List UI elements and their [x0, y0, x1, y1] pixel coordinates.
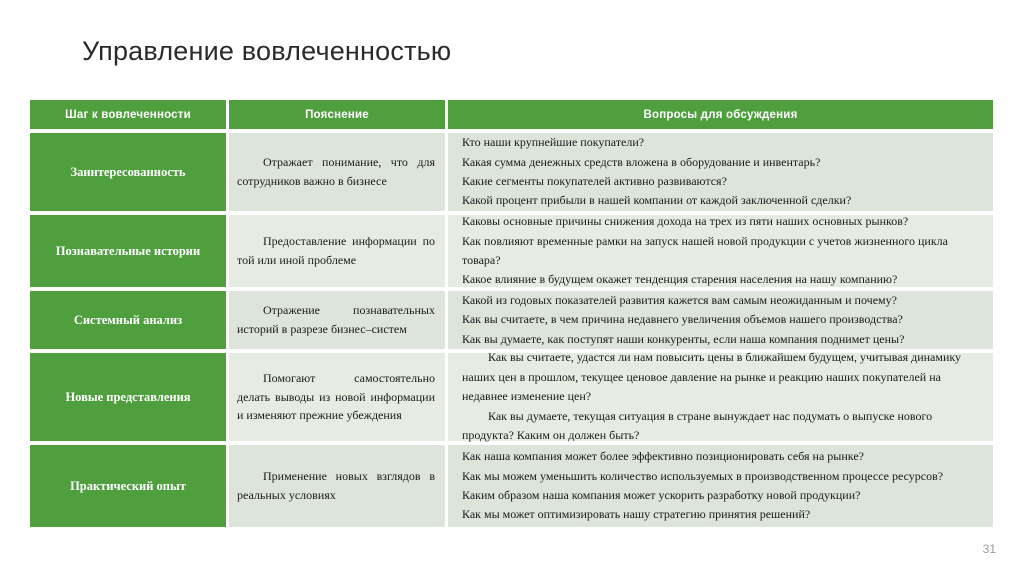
row-explanation-cell — [229, 133, 445, 211]
row-explanation-cell — [229, 291, 445, 349]
question-line: Как мы может оптимизировать нашу стратегию принятия решений? — [462, 507, 811, 522]
question-line: Какие сегменты покупателей активно развиваются? — [462, 174, 727, 188]
table-row — [30, 215, 993, 287]
row-questions-cell — [448, 445, 993, 527]
question-line: Какая сумма денежных средств вложена в оборудование и инвентарь? — [462, 154, 821, 169]
page-number: 31 — [982, 542, 996, 556]
table-body — [30, 133, 993, 527]
row-questions-list — [462, 133, 983, 211]
row-explanation-cell — [229, 215, 445, 287]
row-questions-cell — [448, 133, 993, 211]
question-line: Какое влияние в будущем окажет тенденция старения населения на нашу компанию? — [462, 272, 898, 287]
row-explanation-cell — [229, 445, 445, 527]
row-step-label: Практический опыт — [30, 445, 226, 527]
question-line: Как наша компания может более эффективно позиционировать себя на рынке? — [462, 449, 864, 464]
page-title: Управление вовлеченностью — [82, 36, 452, 66]
row-explanation-text: Отражение познавательных историй в разрезе бизнес–систем — [237, 303, 435, 336]
row-questions-cell — [448, 215, 993, 287]
table-row — [30, 350, 993, 443]
row-step-label: Новые представления — [30, 353, 226, 441]
question-line: Как повлияют временные рамки на запуск нашей новой продукции с учетов жизненного цикла товара? — [462, 233, 948, 267]
row-step-label: Познавательные истории — [30, 215, 226, 287]
question-line: Как вы думаете, текущая ситуация в стране вынуждает нас подумать о выпуске нового продукта? Каким он должен быть? — [462, 408, 933, 443]
column-header-questions: Вопросы для обсуждения — [448, 100, 993, 129]
row-questions-cell — [448, 291, 993, 349]
row-step-label: Системный анализ — [30, 291, 226, 349]
question-line: Как вы думаете, как поступят наши конкуренты, если наша компания поднимет цены? — [462, 331, 905, 346]
table-header-row — [30, 100, 993, 129]
question-line: Как мы можем уменьшить количество используемых в производственном процессе ресурсов? — [462, 468, 944, 483]
engagement-table — [30, 100, 993, 531]
table-row — [30, 133, 993, 211]
row-explanation-cell — [229, 353, 445, 441]
row-step-label: Заинтересованность — [30, 133, 226, 211]
row-questions-list — [462, 447, 983, 525]
question-line: Каким образом наша компания может ускорить разработку новой продукции? — [462, 488, 861, 502]
question-line: Каковы основные причины снижения дохода на трех из пяти наших основных рынков? — [462, 214, 909, 229]
row-explanation-text: Помогают самостоятельно делать выводы из новой информации и изменяют прежние убеждения — [237, 371, 435, 423]
row-explanation-text: Предоставление информации по той или иной проблеме — [237, 234, 435, 267]
row-questions-list — [462, 291, 983, 349]
column-header-step: Шаг к вовлеченности — [30, 100, 226, 129]
row-explanation-text: Отражает понимание, что для сотрудников важно в бизнесе — [237, 155, 435, 188]
question-line: Какой из годовых показателей развития кажется вам самым неожиданным и почему? — [462, 292, 897, 307]
column-header-explanation: Пояснение — [229, 100, 445, 129]
row-explanation-text: Применение новых взглядов в реальных условиях — [237, 469, 435, 502]
table-row — [30, 445, 993, 527]
table-row — [30, 291, 993, 349]
question-line: Как вы считаете, удастся ли нам повысить цены в ближайшем будущем, учитывая динамику наших цен в прошлом, текущее ценовое давление на рынке и реакцию наших покупателей на недавнее изменение цен? — [462, 350, 962, 404]
question-line: Кто наши крупнейшие покупатели? — [462, 135, 645, 150]
question-line: Какой процент прибыли в нашей компании от каждой заключенной сделки? — [462, 193, 852, 208]
row-questions-list — [462, 348, 983, 445]
question-line: Как вы считаете, в чем причина недавнего увеличения объемов нашего производства? — [462, 312, 903, 327]
row-questions-cell — [448, 350, 993, 443]
row-questions-list — [462, 212, 983, 290]
